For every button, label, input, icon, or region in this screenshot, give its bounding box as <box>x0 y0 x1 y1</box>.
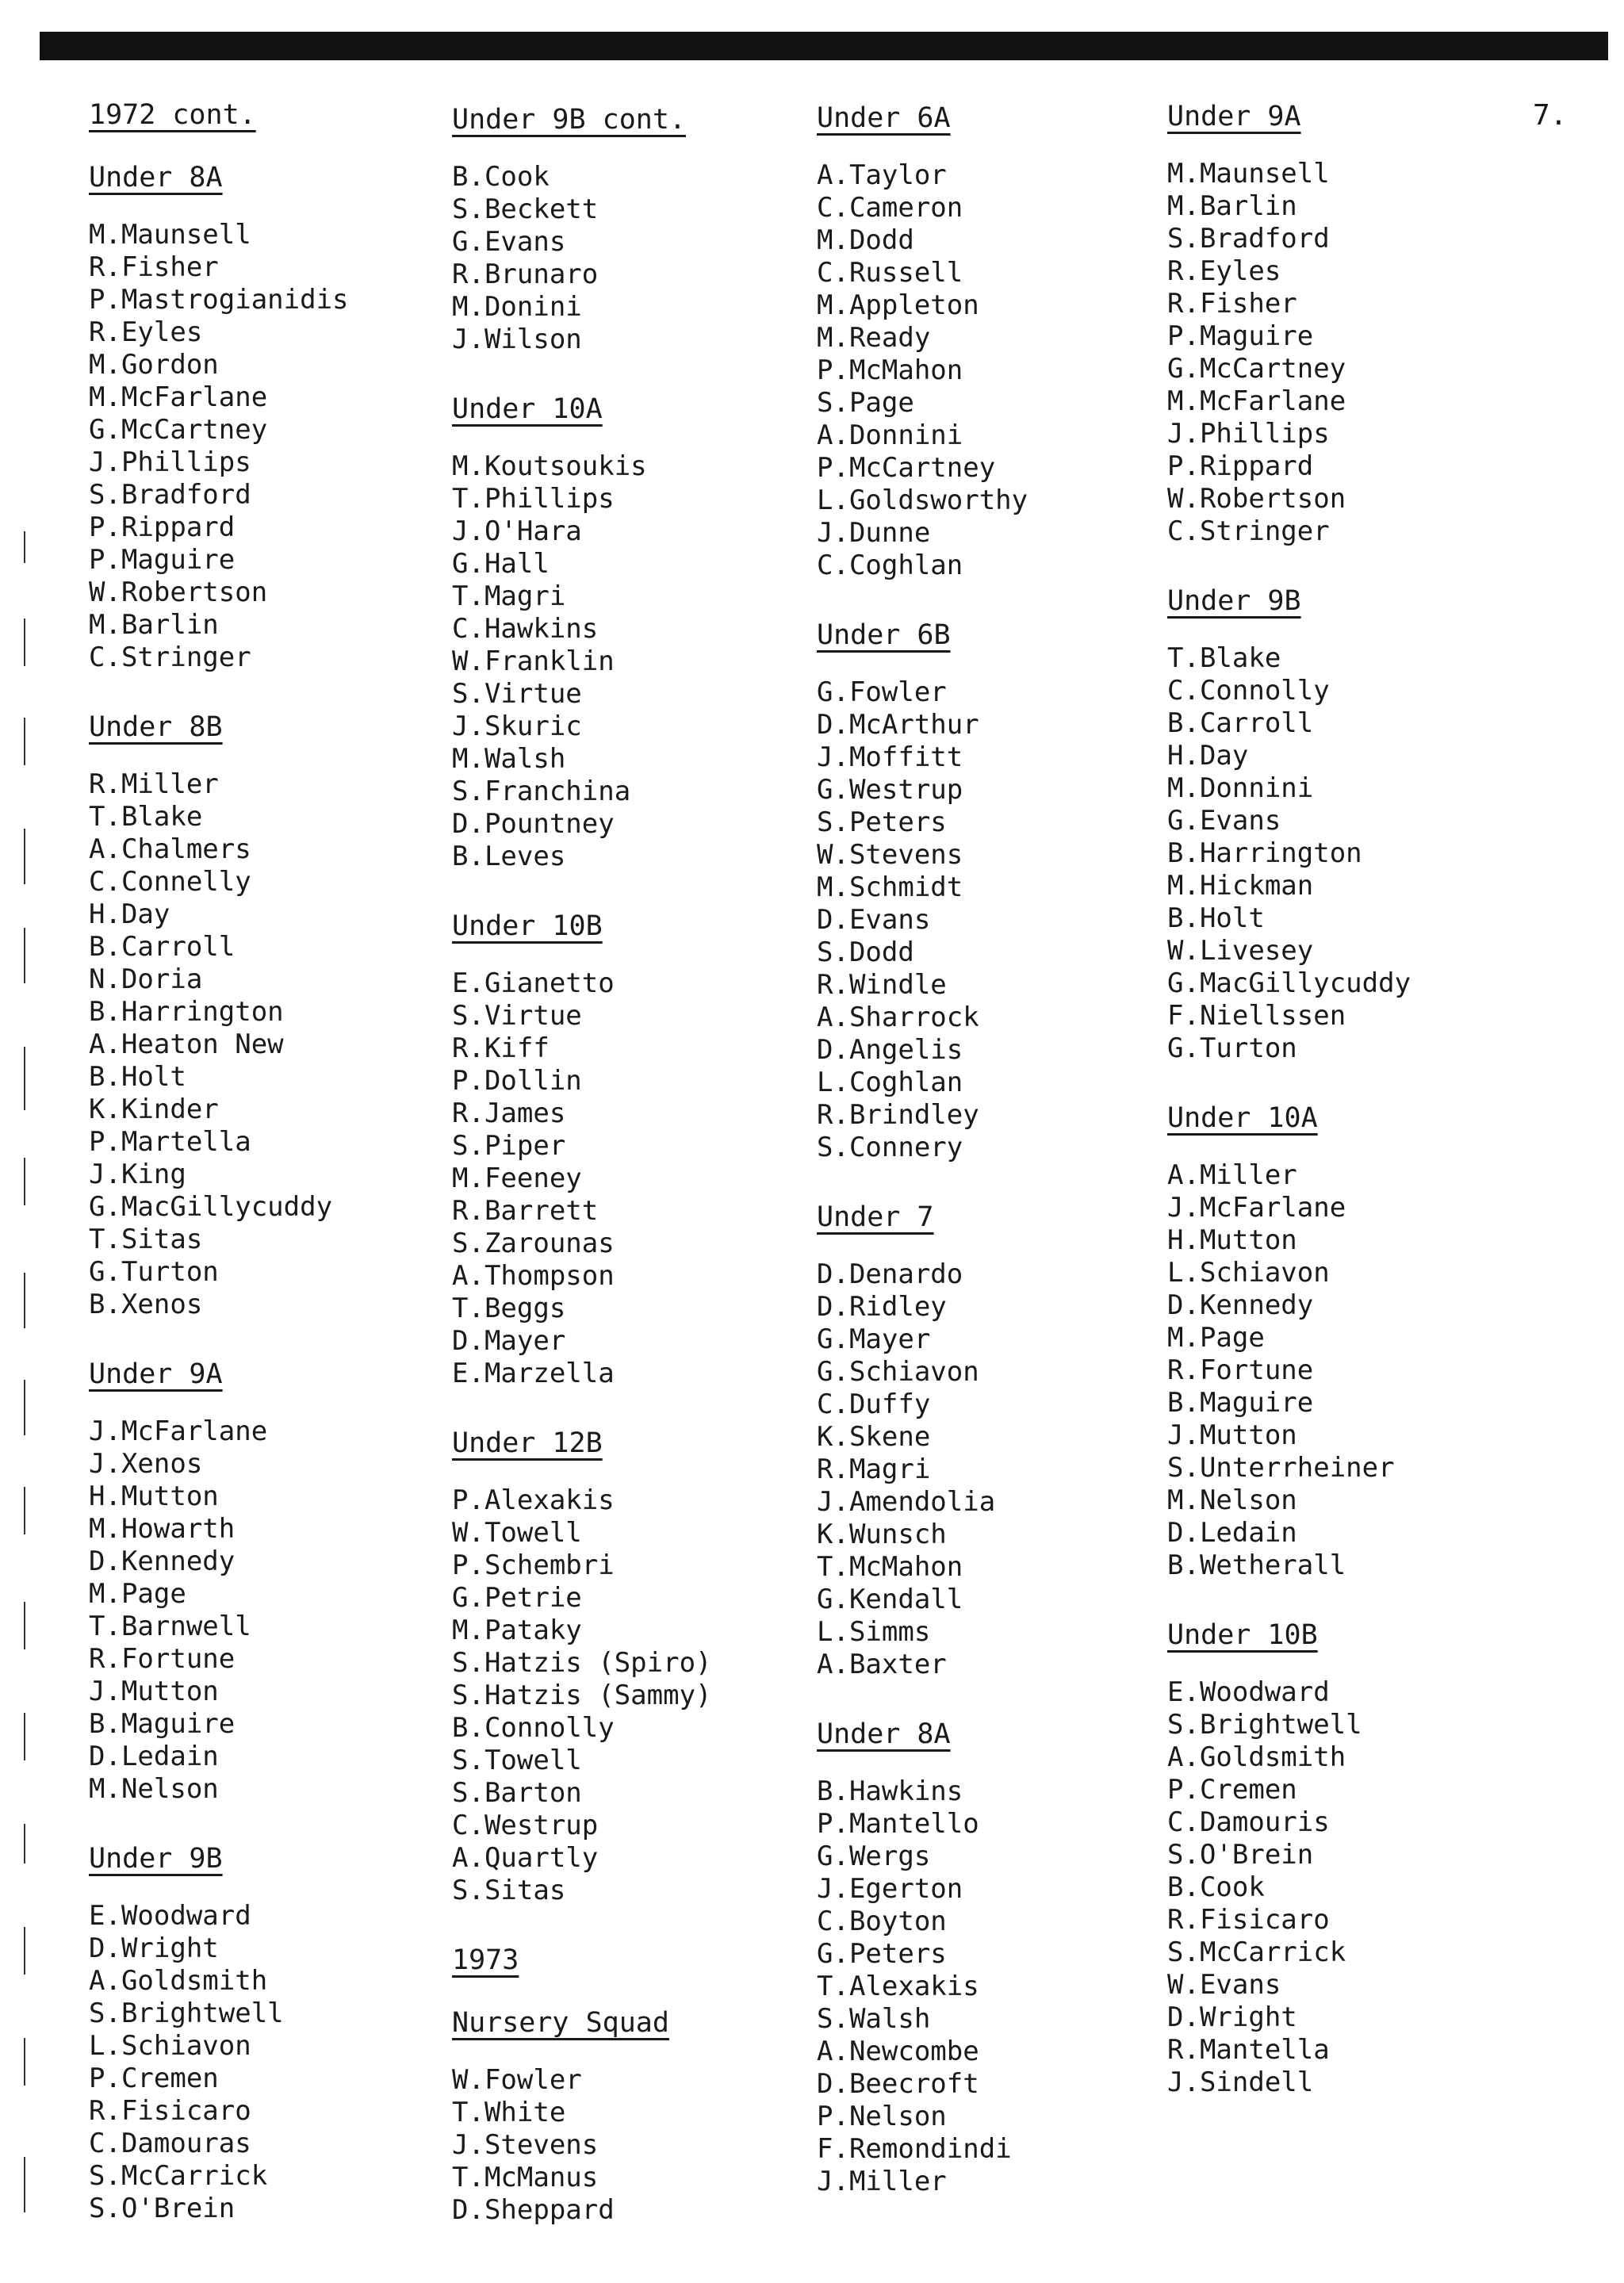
player-list <box>452 967 801 1390</box>
player-name: P.Rippard <box>1167 450 1314 482</box>
player-name: S.Hatzis (Sammy) <box>452 1680 712 1711</box>
player-name: J.McFarlane <box>89 1415 268 1447</box>
player-name: S.Virtue <box>452 1000 582 1032</box>
header-rule <box>40 32 1608 60</box>
player-name: S.Dodd <box>817 937 914 968</box>
player-list <box>89 219 438 674</box>
player-name: J.Egerton <box>817 1873 963 1905</box>
player-name: P.Martella <box>89 1126 251 1158</box>
player-name: H.Day <box>1167 740 1249 772</box>
section-title: Under 8A <box>89 162 223 193</box>
player-name: M.Gordon <box>89 349 219 381</box>
player-name: H.Day <box>89 898 170 930</box>
player-name: J.Phillips <box>89 446 251 478</box>
player-name: S.Hatzis (Spiro) <box>452 1647 712 1679</box>
team-section <box>452 388 801 873</box>
player-list <box>817 676 1166 1164</box>
player-name: K.Wunsch <box>817 1519 947 1550</box>
player-name: W.Stevens <box>817 839 963 871</box>
team-section <box>89 94 438 156</box>
player-name: P.Rippard <box>89 511 236 543</box>
player-name: S.Brightwell <box>89 1998 284 2029</box>
player-name: J.McFarlane <box>1167 1192 1346 1224</box>
player-name: R.Eyles <box>1167 255 1281 287</box>
player-name: G.Evans <box>1167 805 1281 837</box>
player-name: B.Maguire <box>89 1708 236 1740</box>
player-name: S.Towell <box>452 1745 582 1776</box>
player-name: S.Unterrheiner <box>1167 1452 1395 1484</box>
player-name: T.Blake <box>89 801 203 833</box>
player-list <box>89 1415 438 1806</box>
team-section <box>452 98 801 356</box>
player-name: W.Robertson <box>1167 483 1346 515</box>
team-section <box>1167 1614 1516 2099</box>
team-section <box>452 905 801 1390</box>
section-title: Under 10B <box>452 910 603 942</box>
player-name: B.Connolly <box>452 1712 615 1744</box>
player-name: T.Magri <box>452 580 566 612</box>
player-name: A.Miller <box>1167 1159 1297 1191</box>
team-section <box>89 1353 438 1806</box>
section-title: Under 12B <box>452 1427 603 1459</box>
player-name: R.Fisicaro <box>89 2095 251 2127</box>
player-name: M.Donnini <box>1167 772 1314 804</box>
player-name: S.Connery <box>817 1132 963 1163</box>
player-name: S.Zarounas <box>452 1228 615 1259</box>
player-name: D.Beecroft <box>817 2068 979 2100</box>
player-name: P.Alexakis <box>452 1484 615 1516</box>
player-name: A.Chalmers <box>89 833 251 865</box>
player-name: S.McCarrick <box>89 2160 268 2192</box>
player-name: M.Maunsell <box>1167 158 1330 190</box>
player-name: D.McArthur <box>817 709 979 741</box>
player-name: B.Maguire <box>1167 1387 1314 1419</box>
player-name: J.Wilson <box>452 324 582 355</box>
player-name: G.Mayer <box>817 1323 931 1355</box>
player-list <box>452 450 801 873</box>
section-title: 1973 <box>452 1944 519 1976</box>
player-name: H.Mutton <box>89 1481 219 1512</box>
player-name: W.Fowler <box>452 2064 582 2096</box>
section-title: Under 7 <box>817 1201 934 1233</box>
player-name: J.Mutton <box>1167 1419 1297 1451</box>
player-name: R.Fortune <box>1167 1354 1314 1386</box>
player-name: S.Bradford <box>89 479 251 511</box>
player-name: N.Doria <box>89 963 203 995</box>
player-name: C.Hawkins <box>452 613 599 645</box>
player-name: D.Kennedy <box>89 1546 236 1577</box>
player-name: M.Nelson <box>1167 1484 1297 1516</box>
player-name: G.Schiavon <box>817 1356 979 1388</box>
player-name: P.Dollin <box>452 1065 582 1097</box>
player-name: E.Woodward <box>89 1900 251 1932</box>
player-name: C.Coghlan <box>817 550 963 581</box>
player-name: D.Pountney <box>452 808 615 840</box>
player-list <box>452 161 801 356</box>
player-name: D.Ledain <box>89 1741 219 1772</box>
player-name: S.Beckett <box>452 193 599 225</box>
player-name: R.Brindley <box>817 1099 979 1131</box>
player-name: L.Simms <box>817 1616 931 1648</box>
player-name: M.Koutsoukis <box>452 450 647 482</box>
player-name: T.Barnwell <box>89 1611 251 1642</box>
player-name: B.Harrington <box>1167 837 1362 869</box>
team-section <box>1167 580 1516 1065</box>
player-name: M.Schmidt <box>817 871 963 903</box>
player-name: J.O'Hara <box>452 515 582 547</box>
player-name: M.Page <box>89 1578 186 1610</box>
player-name: C.Cameron <box>817 192 963 224</box>
player-name: R.Kiff <box>452 1032 550 1064</box>
team-section <box>1167 1097 1516 1582</box>
player-name: T.White <box>452 2097 566 2128</box>
player-name: T.Sitas <box>89 1224 203 1255</box>
section-title: Under 10A <box>1167 1102 1318 1134</box>
player-name: D.Ledain <box>1167 1517 1297 1549</box>
player-name: P.Maguire <box>89 544 236 576</box>
player-name: D.Angelis <box>817 1034 963 1066</box>
player-name: G.McCartney <box>1167 353 1346 385</box>
player-name: H.Mutton <box>1167 1224 1297 1256</box>
section-title: Under 8A <box>817 1718 951 1750</box>
player-name: M.Donini <box>452 291 582 323</box>
section-title: Under 6A <box>817 102 951 134</box>
player-name: M.Dodd <box>817 224 914 256</box>
player-name: P.Cremen <box>1167 1774 1297 1806</box>
player-name: M.McFarlane <box>1167 385 1346 417</box>
section-title: Under 8B <box>89 711 223 743</box>
team-section <box>452 1422 801 1907</box>
player-name: P.Mantello <box>817 1808 979 1840</box>
player-name: G.Turton <box>1167 1032 1297 1064</box>
player-name: A.Thompson <box>452 1260 615 1292</box>
player-name: J.Stevens <box>452 2129 599 2161</box>
player-name: C.Connelly <box>89 866 251 898</box>
section-title: Under 9B cont. <box>452 104 687 136</box>
player-name: G.Westrup <box>817 774 963 806</box>
player-name: G.Hall <box>452 548 550 580</box>
player-name: M.Nelson <box>89 1773 219 1805</box>
player-name: D.Denardo <box>817 1258 963 1290</box>
player-list <box>452 1484 801 1907</box>
player-list <box>1167 1159 1516 1582</box>
player-name: R.Mantella <box>1167 2034 1330 2066</box>
player-name: B.Harrington <box>89 996 284 1028</box>
player-name: R.Fortune <box>89 1643 236 1675</box>
player-name: M.Barlin <box>1167 190 1297 222</box>
team-section <box>452 2001 801 2227</box>
player-name: S.Walsh <box>817 2003 931 2035</box>
player-name: R.Brunaro <box>452 259 599 290</box>
player-name: D.Mayer <box>452 1325 566 1357</box>
player-name: R.Windle <box>817 969 947 1001</box>
player-name: S.Piper <box>452 1130 566 1162</box>
player-name: J.Amendolia <box>817 1486 996 1518</box>
player-name: J.Miller <box>817 2166 947 2197</box>
player-name: A.Quartly <box>452 1842 599 1874</box>
player-name: P.Nelson <box>817 2101 947 2132</box>
player-name: J.Xenos <box>89 1448 203 1480</box>
team-section <box>452 1939 801 2001</box>
player-name: M.Hickman <box>1167 870 1314 902</box>
player-name: J.Phillips <box>1167 418 1330 450</box>
player-name: M.Pataky <box>452 1615 582 1646</box>
player-name: B.Cook <box>1167 1871 1265 1903</box>
section-title: Under 6B <box>817 619 951 651</box>
player-name: R.Fisher <box>1167 288 1297 320</box>
player-name: T.McMahon <box>817 1551 963 1583</box>
team-section <box>817 97 1166 582</box>
section-title: Under 10B <box>1167 1619 1318 1651</box>
player-list <box>817 159 1166 582</box>
player-name: G.MacGillycuddy <box>89 1191 333 1223</box>
player-name: R.Magri <box>817 1454 931 1485</box>
player-name: C.Westrup <box>452 1810 599 1841</box>
player-list <box>1167 1676 1516 2099</box>
column-2 <box>452 98 801 2258</box>
player-name: P.McCartney <box>817 452 996 484</box>
player-name: B.Carroll <box>89 931 236 963</box>
player-name: A.Baxter <box>817 1649 947 1680</box>
player-name: R.James <box>452 1097 566 1129</box>
player-name: T.McManus <box>452 2162 599 2193</box>
player-name: C.Connolly <box>1167 675 1330 707</box>
player-name: L.Goldsworthy <box>817 485 1028 516</box>
player-name: C.Stringer <box>1167 515 1330 547</box>
player-name: S.Bradford <box>1167 223 1330 255</box>
player-list <box>1167 158 1516 548</box>
team-section <box>89 156 438 674</box>
player-name: G.Petrie <box>452 1582 582 1614</box>
player-name: C.Damouras <box>89 2128 251 2159</box>
player-name: S.Peters <box>817 806 947 838</box>
player-name: D.Ridley <box>817 1291 947 1323</box>
player-name: D.Wright <box>1167 2001 1297 2033</box>
player-list <box>817 1258 1166 1681</box>
player-name: F.Remondindi <box>817 2133 1012 2165</box>
player-name: T.Beggs <box>452 1293 566 1324</box>
player-name: S.Virtue <box>452 678 582 710</box>
player-name: L.Schiavon <box>1167 1257 1330 1289</box>
column-4 <box>1167 95 1516 2131</box>
player-name: A.Sharrock <box>817 1002 979 1033</box>
player-name: G.Turton <box>89 1256 219 1288</box>
player-name: W.Livesey <box>1167 935 1314 967</box>
page-number: 7. <box>1533 99 1568 132</box>
player-name: K.Kinder <box>89 1094 219 1125</box>
player-name: G.Fowler <box>817 676 947 708</box>
player-name: G.Evans <box>452 226 566 258</box>
player-name: T.Alexakis <box>817 1971 979 2002</box>
player-name: T.Phillips <box>452 483 615 515</box>
player-name: G.Peters <box>817 1938 947 1970</box>
player-name: J.Mutton <box>89 1676 219 1707</box>
team-section <box>89 1837 438 2225</box>
section-title: 1972 cont. <box>89 99 256 131</box>
player-name: C.Damouris <box>1167 1806 1330 1838</box>
player-name: D.Evans <box>817 904 931 936</box>
player-name: F.Niellssen <box>1167 1000 1346 1032</box>
player-name: M.Walsh <box>452 743 566 775</box>
player-name: S.McCarrick <box>1167 1936 1346 1968</box>
player-name: C.Boyton <box>817 1906 947 1937</box>
player-list <box>452 2064 801 2227</box>
team-section <box>817 1196 1166 1681</box>
player-name: L.Schiavon <box>89 2030 251 2062</box>
section-title: Under 9B <box>1167 585 1301 617</box>
player-name: S.Barton <box>452 1777 582 1809</box>
player-name: P.Maguire <box>1167 320 1314 352</box>
player-name: J.King <box>89 1159 186 1190</box>
player-name: B.Holt <box>1167 902 1265 934</box>
player-name: B.Xenos <box>89 1289 203 1320</box>
player-name: S.Sitas <box>452 1875 566 1906</box>
player-name: B.Carroll <box>1167 707 1314 739</box>
player-name: G.Kendall <box>817 1584 963 1615</box>
player-name: A.Goldsmith <box>89 1965 268 1997</box>
player-name: G.Wergs <box>817 1841 931 1872</box>
section-title: Under 9A <box>1167 101 1301 132</box>
player-name: L.Coghlan <box>817 1067 963 1098</box>
section-title: Under 10A <box>452 393 603 425</box>
player-name: P.McMahon <box>817 354 963 386</box>
player-name: S.Page <box>817 387 914 419</box>
player-name: P.Schembri <box>452 1549 615 1581</box>
player-name: R.Barrett <box>452 1195 599 1227</box>
player-list <box>1167 642 1516 1065</box>
player-name: M.Maunsell <box>89 219 251 251</box>
player-name: W.Robertson <box>89 576 268 608</box>
column-1 <box>89 94 438 2257</box>
section-title: Nursery Squad <box>452 2007 669 2039</box>
player-name: G.McCartney <box>89 414 268 446</box>
player-name: J.Sindell <box>1167 2067 1314 2098</box>
section-title: Under 9B <box>89 1843 223 1875</box>
player-name: J.Moffitt <box>817 741 963 773</box>
player-name: R.Fisicaro <box>1167 1904 1330 1936</box>
player-name: T.Blake <box>1167 642 1281 674</box>
player-name: M.Barlin <box>89 609 219 641</box>
player-name: S.O'Brein <box>89 2193 236 2224</box>
player-name: W.Franklin <box>452 645 615 677</box>
player-name: W.Evans <box>1167 1969 1281 2001</box>
player-list <box>89 1900 438 2225</box>
player-name: A.Newcombe <box>817 2036 979 2067</box>
player-list <box>817 1775 1166 2198</box>
player-name: B.Hawkins <box>817 1775 963 1807</box>
team-section <box>817 1713 1166 2198</box>
player-name: G.MacGillycuddy <box>1167 967 1411 999</box>
player-name: M.Howarth <box>89 1513 236 1545</box>
player-name: E.Marzella <box>452 1358 615 1389</box>
player-name: B.Holt <box>89 1061 186 1093</box>
player-name: M.Feeney <box>452 1163 582 1194</box>
player-name: S.Brightwell <box>1167 1709 1362 1741</box>
player-name: D.Sheppard <box>452 2194 615 2226</box>
player-name: M.McFarlane <box>89 381 268 413</box>
player-name: J.Dunne <box>817 517 931 549</box>
player-name: M.Appleton <box>817 289 979 321</box>
player-name: R.Fisher <box>89 251 219 283</box>
player-name: J.Skuric <box>452 711 582 742</box>
player-name: A.Heaton New <box>89 1028 284 1060</box>
player-name: B.Cook <box>452 161 550 193</box>
section-title: Under 9A <box>89 1358 223 1390</box>
player-name: B.Leves <box>452 841 566 872</box>
player-name: R.Miller <box>89 768 219 800</box>
player-name: K.Skene <box>817 1421 931 1453</box>
player-name: S.Franchina <box>452 776 631 807</box>
player-name: A.Goldsmith <box>1167 1741 1346 1773</box>
player-name: D.Kennedy <box>1167 1289 1314 1321</box>
player-name: B.Wetherall <box>1167 1549 1346 1581</box>
column-3 <box>817 97 1166 2230</box>
player-name: C.Duffy <box>817 1389 931 1420</box>
player-list <box>89 768 438 1321</box>
player-name: A.Taylor <box>817 159 947 191</box>
player-name: C.Russell <box>817 257 963 289</box>
player-name: R.Eyles <box>89 316 203 348</box>
player-name: E.Woodward <box>1167 1676 1330 1708</box>
player-name: M.Page <box>1167 1322 1265 1354</box>
player-name: S.O'Brein <box>1167 1839 1314 1871</box>
team-section <box>817 614 1166 1164</box>
player-name: C.Stringer <box>89 642 251 673</box>
player-name: D.Wright <box>89 1933 219 1964</box>
team-section <box>1167 95 1516 548</box>
player-name: A.Donnini <box>817 419 963 451</box>
player-name: E.Gianetto <box>452 967 615 999</box>
team-section <box>89 706 438 1321</box>
player-name: W.Towell <box>452 1517 582 1549</box>
player-name: P.Mastrogianidis <box>89 284 349 316</box>
player-name: M.Ready <box>817 322 931 354</box>
player-name: P.Cremen <box>89 2063 219 2094</box>
